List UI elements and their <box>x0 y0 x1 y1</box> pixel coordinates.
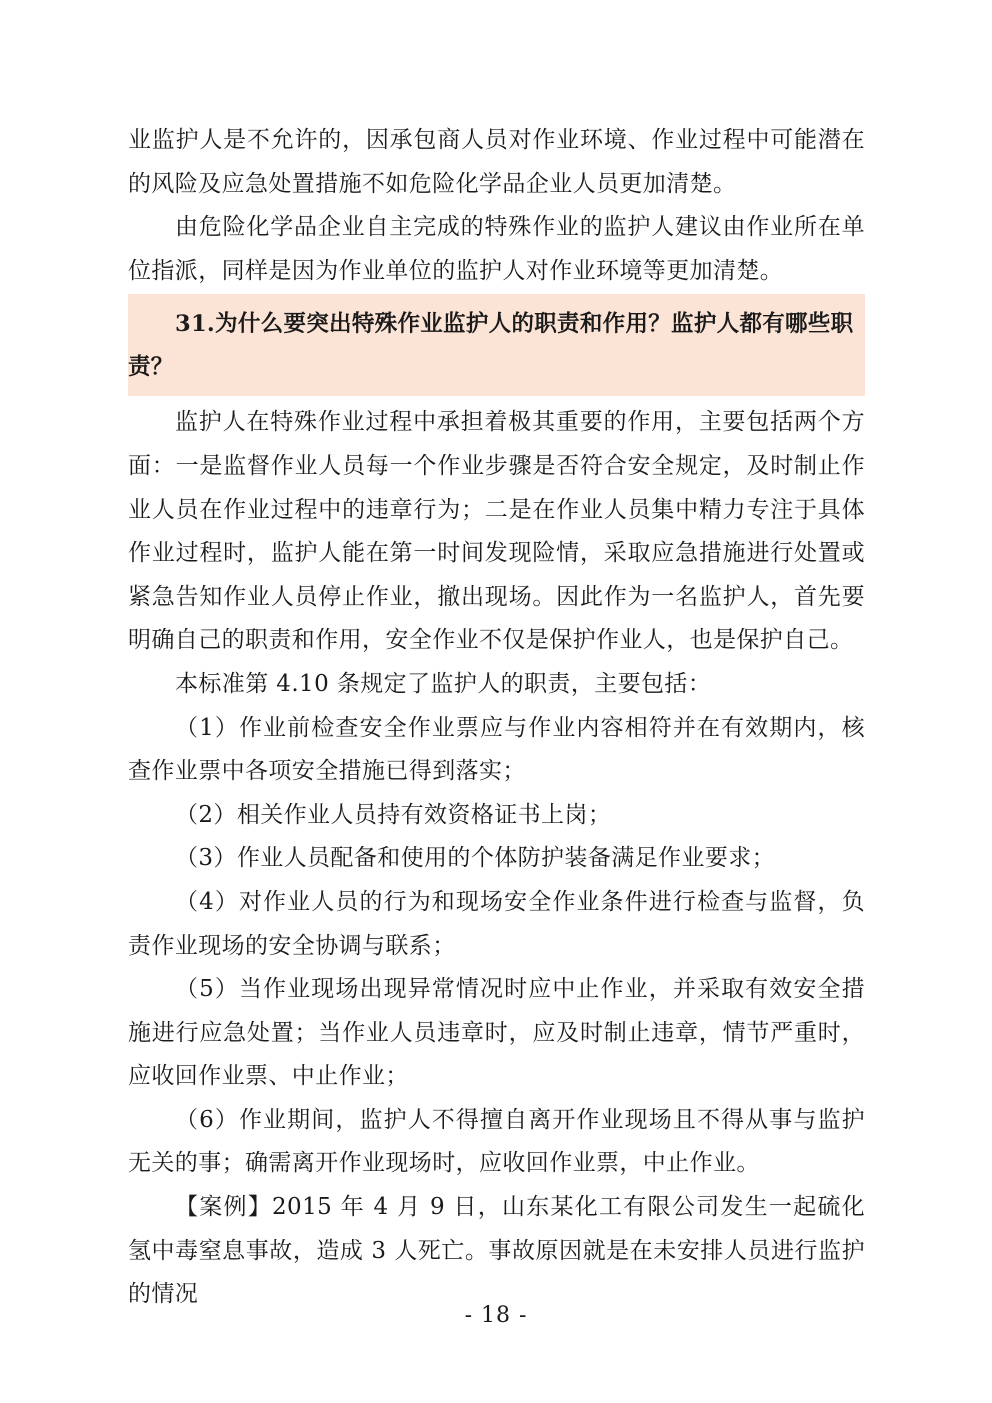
duty-item-6: （6）作业期间，监护人不得擅自离开作业现场且不得从事与监护无关的事；确需离开作业现场时，应收回作业票，中止作业。 <box>128 1106 865 1177</box>
page-body <box>128 119 865 1317</box>
question-heading: 31.为什么要突出特殊作业监护人的职责和作用？监护人都有哪些职责？ <box>128 311 854 381</box>
paragraph-continued: 业监护人是不允许的，因承包商人员对作业环境、作业过程中可能潜在的风险及应急处置措施不如危险化学品企业人员更加清楚。 <box>128 127 865 197</box>
duty-item-2: （2）相关作业人员持有效资格证书上岗； <box>175 801 612 828</box>
paragraph-supervisor-assignment: 由危险化学品企业自主完成的特殊作业的监护人建议由作业所在单位指派，同样是因为作业单位的监护人对作业环境等更加清楚。 <box>128 214 865 284</box>
answer-paragraph-standard: 本标准第 4.10 条规定了监护人的职责，主要包括： <box>175 670 712 697</box>
case-paragraph: 【案例】2015 年 4 月 9 日，山东某化工有限公司发生一起硫化氢中毒窒息事故，造成 3 人死亡。事故原因就是在未安排人员进行监护的情况 <box>128 1194 865 1308</box>
page-number: - 18 - <box>464 1303 528 1328</box>
duty-item-1: （1）作业前检查安全作业票应与作业内容相符并在有效期内，核查作业票中各项安全措施已得到落实； <box>128 714 865 785</box>
duty-item-5: （5）当作业现场出现异常情况时应中止作业，并采取有效安全措施进行应急处置；当作业人员违章时，应及时制止违章，情节严重时，应收回作业票、中止作业； <box>128 976 865 1090</box>
duty-item-4: （4）对作业人员的行为和现场安全作业条件进行检查与监督，负责作业现场的安全协调与联系； <box>128 888 865 959</box>
question-highlight-box <box>128 294 865 396</box>
answer-paragraph-role: 监护人在特殊作业过程中承担着极其重要的作用，主要包括两个方面：一是监督作业人员每一个作业步骤是否符合安全规定，及时制止作业人员在作业过程中的违章行为；二是在作业人员集中精力专注于具体作业过程时，监护人能在第一时间发现险情，采取应急措施进行处置或紧急告知作业人员停止作业，撤出现场。因此作为一名监护人，首先要明确自己的职责和作用，安全作业不仅是保护作业人，也是保护自己。 <box>128 409 865 654</box>
duty-item-3: （3）作业人员配备和使用的个体防护装备满足作业要求； <box>175 845 776 872</box>
